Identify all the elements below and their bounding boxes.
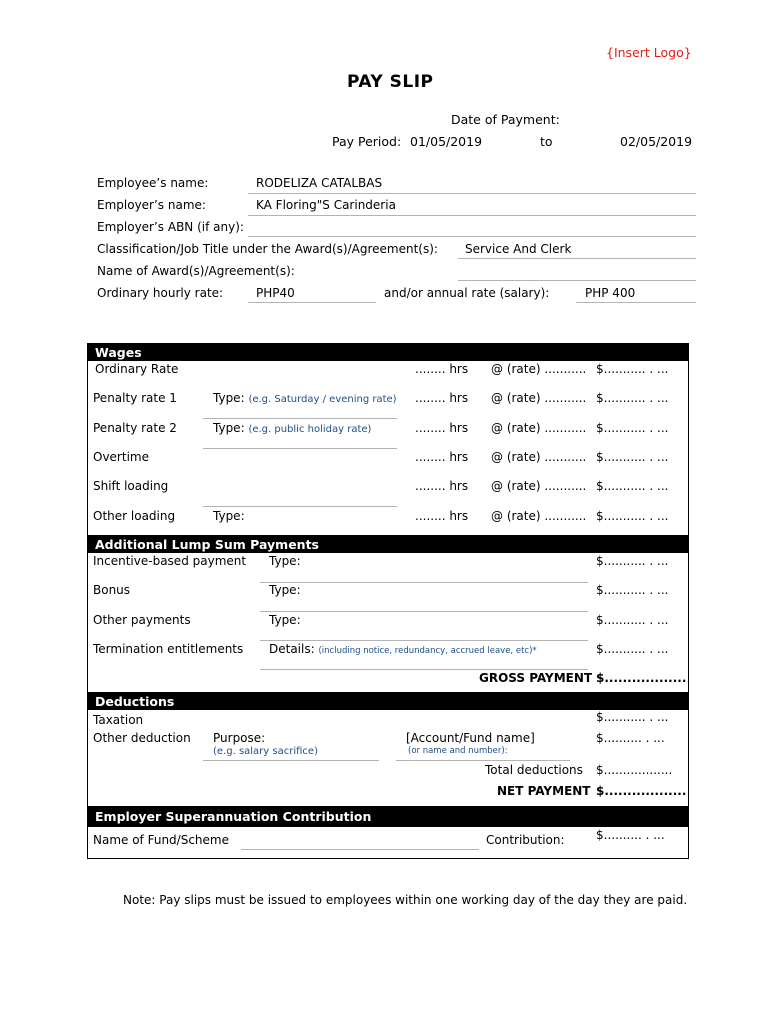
penalty-2-hrs: ........ hrs	[415, 421, 469, 435]
incentive-underline	[260, 582, 588, 583]
pay-period-to: 02/05/2019	[620, 134, 693, 149]
lump-sum-header: Additional Lump Sum Payments	[87, 536, 689, 553]
contribution-amount: $.......... . ...	[596, 828, 665, 842]
wages-header: Wages	[87, 344, 689, 361]
net-payment-label: NET PAYMENT	[497, 784, 591, 798]
shift-hrs: ........ hrs	[415, 479, 469, 493]
overtime-rate: @ (rate) ...........	[491, 450, 587, 464]
employer-name-underline	[248, 215, 696, 216]
incentive-payment-label: Incentive-based payment	[93, 554, 247, 568]
gross-payment-label: GROSS PAYMENT	[479, 671, 593, 685]
termination-details-label: Details:	[269, 642, 315, 656]
pay-period-from: 01/05/2019	[410, 134, 483, 149]
penalty-rate-1-label: Penalty rate 1	[93, 391, 177, 405]
overtime-label: Overtime	[93, 450, 149, 464]
penalty-1-amount: $........... . ...	[596, 391, 669, 405]
penalty-rate-2-type-label: Type:	[213, 421, 245, 435]
other-hrs: ........ hrs	[415, 509, 469, 523]
penalty-rate-2-type	[213, 421, 371, 435]
award-name-label: Name of Award(s)/Agreement(s):	[97, 264, 295, 278]
bonus-amount: $........... . ...	[596, 583, 669, 597]
other-deduction-label: Other deduction	[93, 731, 191, 745]
other-deduction-amount: $.......... . ...	[596, 731, 665, 745]
incentive-amount: $........... . ...	[596, 554, 669, 568]
employer-abn-label: Employer’s ABN (if any):	[97, 220, 244, 234]
insert-logo-placeholder: {Insert Logo}	[606, 45, 692, 60]
hourly-rate-underline	[248, 302, 376, 303]
incentive-type-label: Type:	[269, 554, 301, 568]
account-fund-underline	[396, 760, 570, 761]
bonus-underline	[260, 611, 588, 612]
other-amount: $........... . ...	[596, 509, 669, 523]
contribution-label: Contribution:	[486, 833, 565, 847]
termination-details-hint: (including notice, redundancy, accrued leave, etc)*	[318, 646, 537, 656]
penalty-2-amount: $........... . ...	[596, 421, 669, 435]
shift-loading-label: Shift loading	[93, 479, 169, 493]
classification-value: Service And Clerk	[465, 242, 572, 256]
ordinary-rate-label: Ordinary Rate	[95, 362, 179, 376]
ordinary-rate: @ (rate) ...........	[491, 362, 587, 376]
pay-period-label: Pay Period:	[332, 134, 402, 149]
penalty-rate-1-underline	[203, 418, 397, 419]
other-rate: @ (rate) ...........	[491, 509, 587, 523]
other-payments-type-label: Type:	[269, 613, 301, 627]
total-deductions-amount: $..................	[596, 763, 673, 777]
note-text: Note: Pay slips must be issued to employees within one working day of the day they are paid.	[123, 893, 688, 907]
termination-amount: $........... . ...	[596, 642, 669, 656]
penalty-rate-1-hint: (e.g. Saturday / evening rate)	[248, 394, 397, 405]
penalty-rate-2-label: Penalty rate 2	[93, 421, 177, 435]
employer-name-value: KA Floring"S Carinderia	[256, 198, 396, 212]
net-payment-amount: $..................	[596, 784, 687, 798]
employee-name-value: RODELIZA CATALBAS	[256, 176, 383, 190]
overtime-amount: $........... . ...	[596, 450, 669, 464]
classification-label: Classification/Job Title under the Award(s)/Agreement(s):	[97, 242, 438, 256]
penalty-rate-1-type-label: Type:	[213, 391, 245, 405]
bonus-label: Bonus	[93, 583, 131, 597]
other-payments-underline	[260, 640, 588, 641]
penalty-rate-2-hint: (e.g. public holiday rate)	[248, 424, 372, 435]
penalty-2-rate: @ (rate) ...........	[491, 421, 587, 435]
employer-name-label: Employer’s name:	[97, 198, 206, 212]
penalty-rate-1-type	[213, 391, 397, 405]
hourly-rate-value: PHP40	[256, 286, 295, 300]
deductions-header: Deductions	[87, 693, 689, 710]
account-fund-label: [Account/Fund name]	[406, 731, 535, 745]
other-payments-label: Other payments	[93, 613, 191, 627]
taxation-label: Taxation	[93, 713, 144, 727]
purpose-label: Purpose:	[213, 731, 266, 745]
termination-label: Termination entitlements	[93, 642, 244, 656]
other-loading-label: Other loading	[93, 509, 176, 523]
annual-rate-value: PHP 400	[585, 286, 636, 300]
date-of-payment-label: Date of Payment:	[451, 112, 560, 127]
purpose-hint: (e.g. salary sacrifice)	[213, 746, 318, 757]
termination-underline	[260, 669, 588, 670]
shift-rate: @ (rate) ...........	[491, 479, 587, 493]
other-loading-type: Type:	[213, 509, 245, 523]
pay-period-to-label: to	[540, 134, 553, 149]
taxation-amount: $........... . ...	[596, 710, 669, 724]
classification-underline	[458, 258, 696, 259]
page-title: PAY SLIP	[347, 72, 434, 92]
annual-rate-label: and/or annual rate (salary):	[384, 286, 550, 300]
ordinary-amount: $........... . ...	[596, 362, 669, 376]
penalty-1-rate: @ (rate) ...........	[491, 391, 587, 405]
annual-rate-underline	[576, 302, 696, 303]
shift-loading-underline	[203, 506, 397, 507]
penalty-rate-2-underline	[203, 448, 397, 449]
superannuation-header: Employer Superannuation Contribution	[87, 807, 689, 827]
shift-amount: $........... . ...	[596, 479, 669, 493]
termination-details	[269, 642, 537, 656]
purpose-underline	[203, 760, 379, 761]
penalty-1-hrs: ........ hrs	[415, 391, 469, 405]
hourly-rate-label: Ordinary hourly rate:	[97, 286, 224, 300]
employer-abn-underline	[248, 236, 696, 237]
fund-scheme-underline	[241, 849, 479, 850]
employee-name-label: Employee’s name:	[97, 176, 209, 190]
total-deductions-label: Total deductions	[485, 763, 583, 777]
employee-name-underline	[248, 193, 696, 194]
overtime-hrs: ........ hrs	[415, 450, 469, 464]
award-name-underline	[458, 280, 696, 281]
other-payments-amount: $........... . ...	[596, 613, 669, 627]
bonus-type-label: Type:	[269, 583, 301, 597]
account-fund-hint: (or name and number):	[408, 746, 508, 756]
gross-payment-amount: $..................	[596, 671, 687, 685]
ordinary-hrs: ........ hrs	[415, 362, 469, 376]
fund-scheme-label: Name of Fund/Scheme	[93, 833, 229, 847]
